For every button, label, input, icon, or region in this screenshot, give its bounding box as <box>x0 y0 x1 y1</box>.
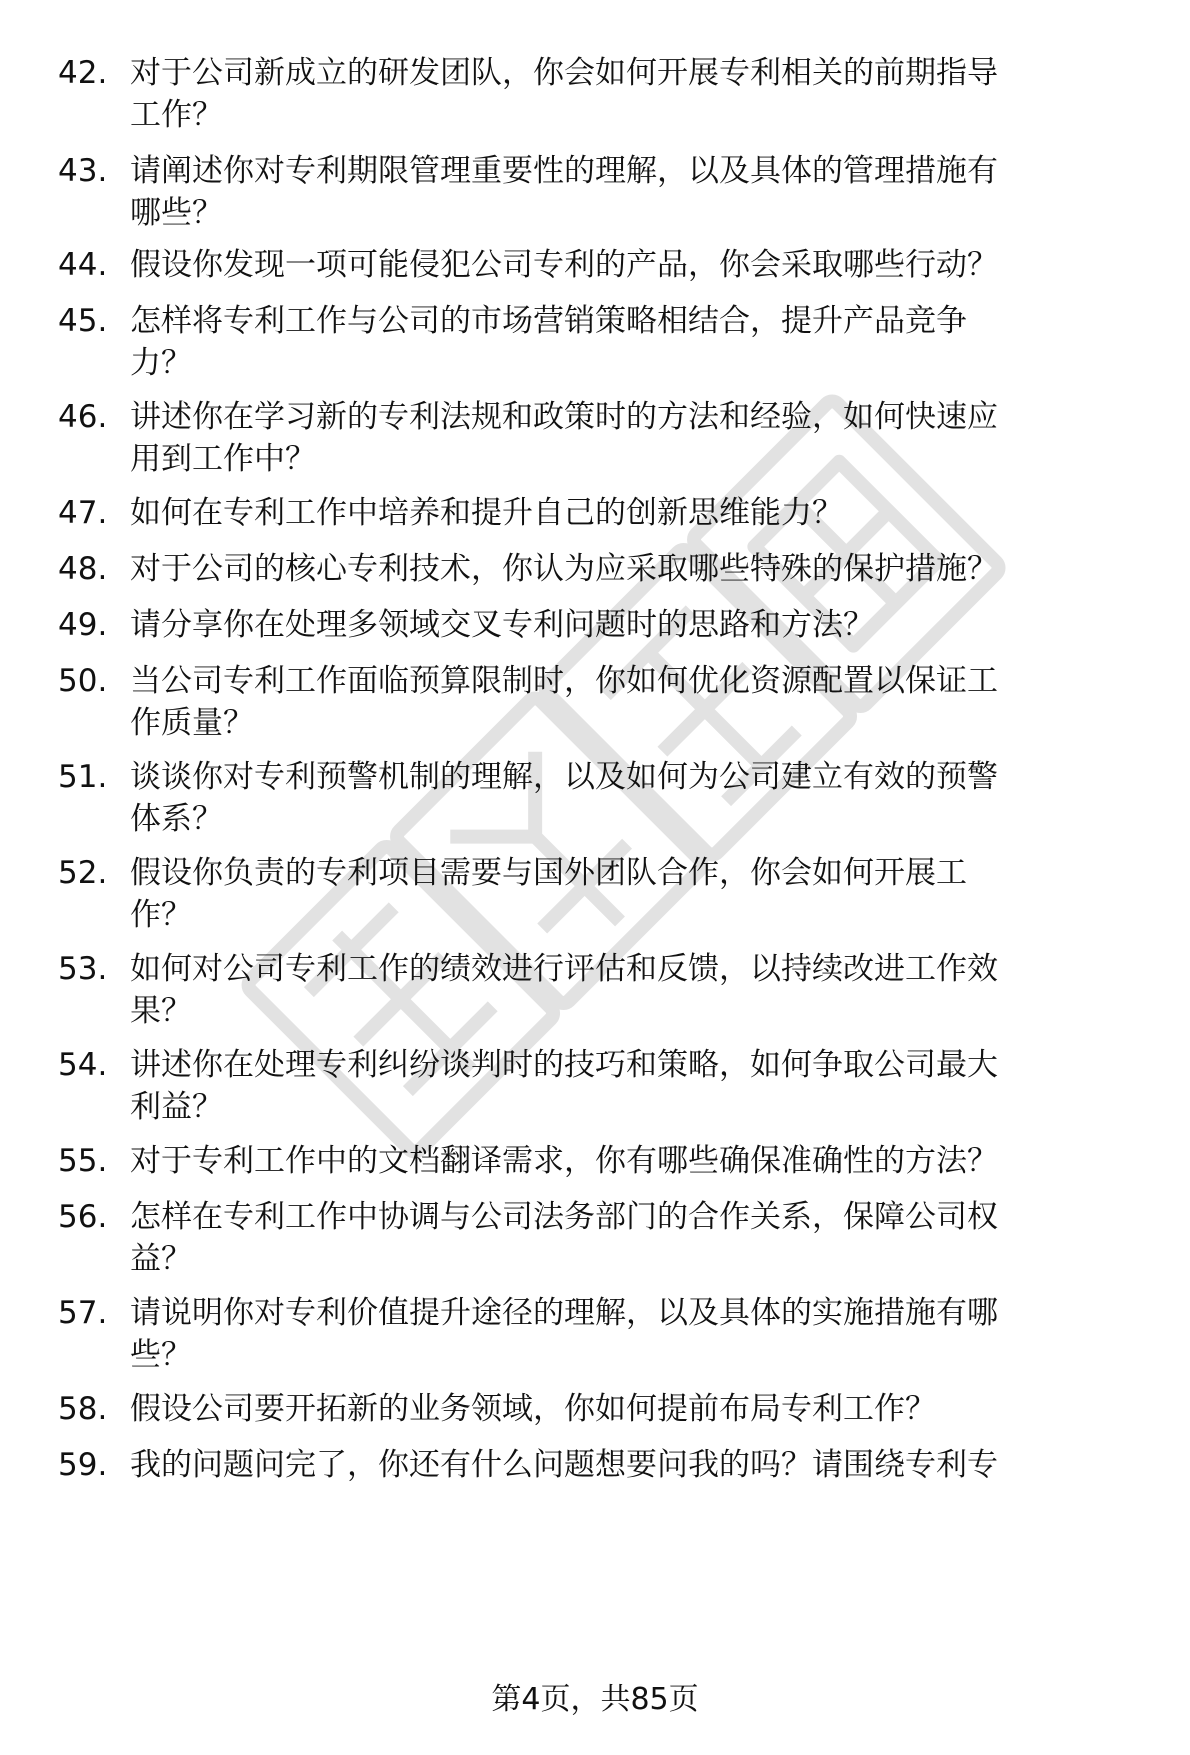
question-number: 52. <box>58 855 108 891</box>
question-number: 42. <box>58 55 108 91</box>
question-number: 43. <box>58 153 108 189</box>
question-text-line: 当公司专利工作面临预算限制时，你如何优化资源配置以保证工 <box>130 663 998 699</box>
question-number: 45. <box>58 303 108 339</box>
question-number: 44. <box>58 247 108 283</box>
question-text-line: 工作？ <box>130 97 223 133</box>
page-footer: 第4页，共85页 <box>491 1682 699 1717</box>
question-number: 49. <box>58 607 108 643</box>
question-number: 55. <box>58 1143 108 1179</box>
question-number: 58. <box>58 1391 108 1427</box>
question-text-line: 假设你发现一项可能侵犯公司专利的产品，你会采取哪些行动？ <box>130 247 998 283</box>
question-text-line: 作？ <box>130 897 192 933</box>
question-number: 56. <box>58 1199 108 1235</box>
question-text-line: 用到工作中？ <box>130 441 316 477</box>
question-text-line: 力？ <box>130 345 192 381</box>
question-number: 57. <box>58 1295 108 1331</box>
question-text-line: 请阐述你对专利期限管理重要性的理解，以及具体的管理措施有 <box>130 153 998 189</box>
question-number: 46. <box>58 399 108 435</box>
question-text-line: 谈谈你对专利预警机制的理解，以及如何为公司建立有效的预警 <box>130 759 998 795</box>
question-text-line: 哪些？ <box>130 195 223 231</box>
question-text-line: 请分享你在处理多领域交叉专利问题时的思路和方法？ <box>130 607 874 643</box>
question-text-line: 作质量？ <box>130 705 254 741</box>
question-text-line: 果？ <box>130 993 192 1029</box>
question-number: 47. <box>58 495 108 531</box>
question-text-line: 讲述你在处理专利纠纷谈判时的技巧和策略，如何争取公司最大 <box>130 1047 998 1083</box>
question-text-line: 利益？ <box>130 1089 223 1125</box>
question-text-line: 如何对公司专利工作的绩效进行评估和反馈，以持续改进工作效 <box>130 951 998 987</box>
question-text-line: 对于专利工作中的文档翻译需求，你有哪些确保准确性的方法？ <box>130 1143 998 1179</box>
question-text-line: 假设你负责的专利项目需要与国外团队合作，你会如何开展工 <box>130 855 967 891</box>
question-number: 53. <box>58 951 108 987</box>
question-number: 51. <box>58 759 108 795</box>
question-number: 48. <box>58 551 108 587</box>
question-text-line: 怎样将专利工作与公司的市场营销策略相结合，提升产品竞争 <box>130 303 967 339</box>
question-text-line: 些？ <box>130 1337 192 1373</box>
question-number: 59. <box>58 1447 108 1483</box>
question-number: 50. <box>58 663 108 699</box>
question-text-line: 体系？ <box>130 801 223 837</box>
question-text-line: 如何在专利工作中培养和提升自己的创新思维能力？ <box>130 495 843 531</box>
question-text-line: 对于公司新成立的研发团队，你会如何开展专利相关的前期指导 <box>130 55 998 91</box>
question-text-line: 请说明你对专利价值提升途径的理解，以及具体的实施措施有哪 <box>130 1295 998 1331</box>
question-text-line: 怎样在专利工作中协调与公司法务部门的合作关系，保障公司权 <box>130 1199 998 1235</box>
question-text-line: 讲述你在学习新的专利法规和政策时的方法和经验，如何快速应 <box>130 399 998 435</box>
question-number: 54. <box>58 1047 108 1083</box>
question-text-line: 我的问题问完了，你还有什么问题想要问我的吗？请围绕专利专 <box>130 1447 998 1483</box>
question-text-line: 益？ <box>130 1241 192 1277</box>
question-text-line: 对于公司的核心专利技术，你认为应采取哪些特殊的保护措施？ <box>130 551 998 587</box>
question-text-line: 假设公司要开拓新的业务领域，你如何提前布局专利工作？ <box>130 1391 936 1427</box>
